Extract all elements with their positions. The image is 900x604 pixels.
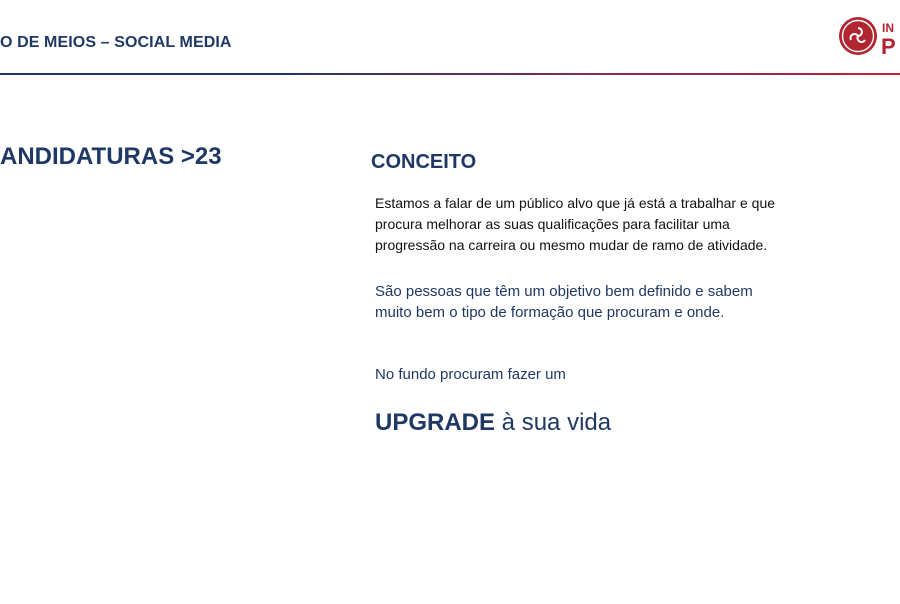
logo-text-top: IN <box>882 21 894 35</box>
paragraph-line: São pessoas que têm um objetivo bem definido e sabem <box>375 283 753 300</box>
upgrade-rest: à sua vida <box>495 409 612 436</box>
header-divider <box>0 73 900 75</box>
triskelion-logo-icon <box>838 14 900 60</box>
page-title: O DE MEIOS – SOCIAL MEDIA <box>0 34 232 51</box>
paragraph-line: muito bem o tipo de formação que procuram e onde. <box>375 304 725 321</box>
paragraph-line: Estamos a falar de um público alvo que já está a trabalhar e que <box>375 195 776 211</box>
upgrade-statement <box>375 409 611 437</box>
section-heading-candidaturas: ANDIDATURAS >23 <box>0 143 222 170</box>
concept-paragraph-3: No fundo procuram fazer um <box>375 366 566 383</box>
paragraph-line: progressão na carreira ou mesmo mudar de ramo de atividade. <box>375 237 768 253</box>
concept-title: CONCEITO <box>371 151 477 173</box>
logo <box>838 14 900 60</box>
upgrade-bold: UPGRADE <box>375 409 496 436</box>
concept-paragraph-2 <box>375 281 855 323</box>
concept-paragraph-1 <box>375 193 855 256</box>
paragraph-line: procura melhorar as suas qualificações para facilitar uma <box>375 216 730 232</box>
logo-text-bottom: P <box>881 34 896 59</box>
